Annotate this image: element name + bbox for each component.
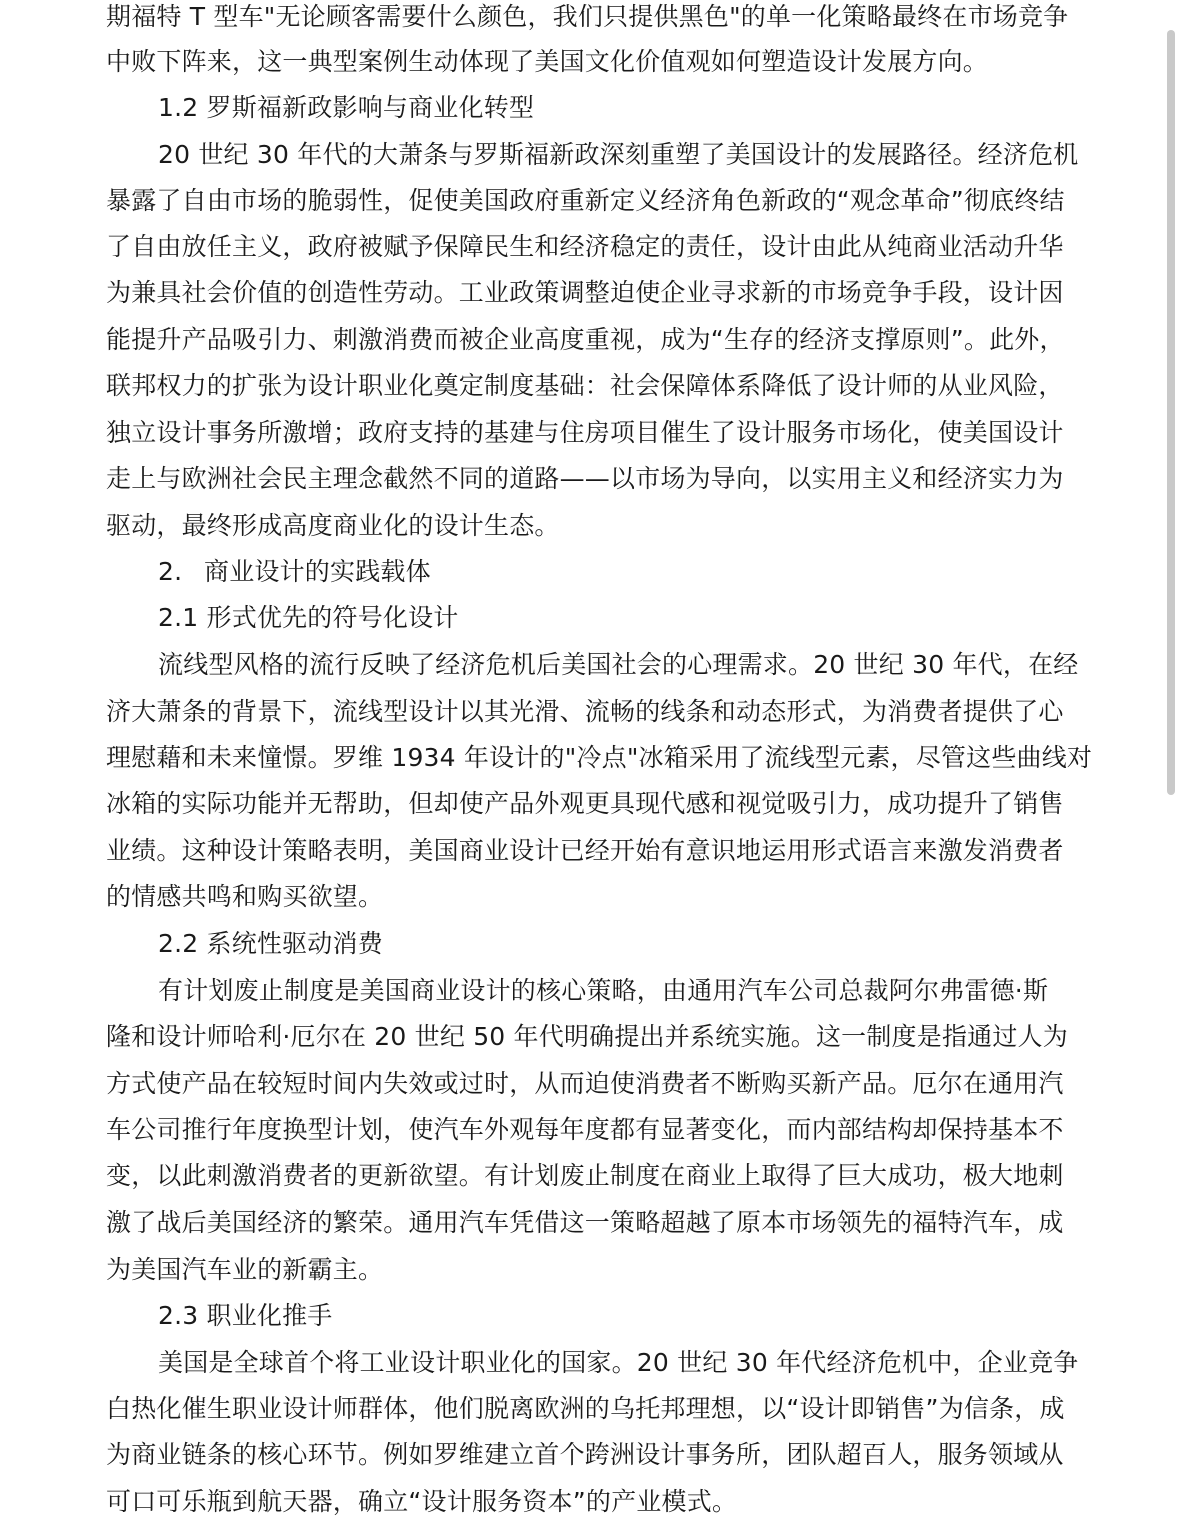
paragraph-line: 走上与欧洲社会民主理念截然不同的道路——以市场为导向，以实用主义和经济实力为	[106, 464, 1064, 493]
paragraph-line: 为商业链条的核心环节。例如罗维建立首个跨洲设计事务所，团队超百人，服务领域从	[106, 1440, 1064, 1469]
paragraph-line: 变，以此刺激消费者的更新欲望。有计划废止制度在商业上取得了巨大成功，极大地刺	[106, 1161, 1064, 1190]
paragraph-line: 隆和设计师哈利·厄尔在 20 世纪 50 年代明确提出并系统实施。这一制度是指通过人为	[106, 1022, 1068, 1051]
paragraph-line: 联邦权力的扩张为设计职业化奠定制度基础：社会保障体系降低了设计师的从业风险，	[106, 371, 1064, 400]
paragraph-line: 白热化催生职业设计师群体，他们脱离欧洲的乌托邦理想，以“设计即销售”为信条，成	[106, 1394, 1065, 1423]
section-heading-2	[158, 549, 431, 595]
paragraph-line: 有计划废止制度是美国商业设计的核心策略，由通用汽车公司总裁阿尔弗雷德·斯	[158, 976, 1049, 1005]
section-heading-1-2: 1.2 罗斯福新政影响与商业化转型	[158, 93, 535, 122]
paragraph-line: 了自由放任主义，政府被赋予保障民生和经济稳定的责任，设计由此从纯商业活动升华	[106, 232, 1064, 261]
paragraph-line: 为美国汽车业的新霸主。	[106, 1255, 384, 1284]
section-heading-2-3: 2.3 职业化推手	[158, 1301, 333, 1330]
paragraph-line: 车公司推行年度换型计划，使汽车外观每年度都有显著变化，而内部结构却保持基本不	[106, 1115, 1064, 1144]
paragraph-line: 理慰藉和未来憧憬。罗维 1934 年设计的"冷点"冰箱采用了流线型元素，尽管这些曲线对	[106, 743, 1093, 772]
paragraph-line: 驱动，最终形成高度商业化的设计生态。	[106, 511, 560, 540]
paragraph-line: 暴露了自由市场的脆弱性，促使美国政府重新定义经济角色新政的“观念革命”彻底终结	[106, 186, 1065, 215]
paragraph-line: 能提升产品吸引力、刺激消费而被企业高度重视，成为“生存的经济支撑原则”。此外，	[106, 325, 1065, 354]
paragraph-line: 可口可乐瓶到航天器，确立“设计服务资本”的产业模式。	[106, 1487, 738, 1516]
section-title: 商业设计的实践载体	[204, 557, 431, 586]
paragraph-line: 业绩。这种设计策略表明，美国商业设计已经开始有意识地运用形式语言来激发消费者	[106, 836, 1064, 865]
section-heading-2-2: 2.2 系统性驱动消费	[158, 929, 383, 958]
paragraph-line: 20 世纪 30 年代的大萧条与罗斯福新政深刻重塑了美国设计的发展路径。经济危机	[158, 140, 1079, 169]
vertical-scrollbar[interactable]	[1163, 0, 1179, 1535]
paragraph-line: 冰箱的实际功能并无帮助，但却使产品外观更具现代感和视觉吸引力，成功提升了销售	[106, 789, 1064, 818]
paragraph-line: 激了战后美国经济的繁荣。通用汽车凭借这一策略超越了原本市场领先的福特汽车，成	[106, 1208, 1064, 1237]
paragraph-line: 方式使产品在较短时间内失效或过时，从而迫使消费者不断购买新产品。厄尔在通用汽	[106, 1069, 1064, 1098]
paragraph-line: 中败下阵来，这一典型案例生动体现了美国文化价值观如何塑造设计发展方向。	[106, 47, 989, 76]
paragraph-line: 的情感共鸣和购买欲望。	[106, 882, 384, 911]
paragraph-line: 美国是全球首个将工业设计职业化的国家。20 世纪 30 年代经济危机中，企业竞争	[158, 1348, 1079, 1377]
scrollbar-thumb[interactable]	[1167, 30, 1175, 795]
paragraph-line: 济大萧条的背景下，流线型设计以其光滑、流畅的线条和动态形式，为消费者提供了心	[106, 697, 1064, 726]
section-heading-2-1: 2.1 形式优先的符号化设计	[158, 603, 459, 632]
paragraph-line: 独立设计事务所激增；政府支持的基建与住房项目催生了设计服务市场化，使美国设计	[106, 418, 1064, 447]
paragraph-line: 流线型风格的流行反映了经济危机后美国社会的心理需求。20 世纪 30 年代，在经	[158, 650, 1079, 679]
paragraph-line: 期福特 T 型车"无论顾客需要什么颜色，我们只提供黑色"的单一化策略最终在市场竞争	[106, 2, 1069, 31]
paragraph-line: 为兼具社会价值的创造性劳动。工业政策调整迫使企业寻求新的市场竞争手段，设计因	[106, 278, 1064, 307]
section-number: 2.	[158, 557, 183, 586]
